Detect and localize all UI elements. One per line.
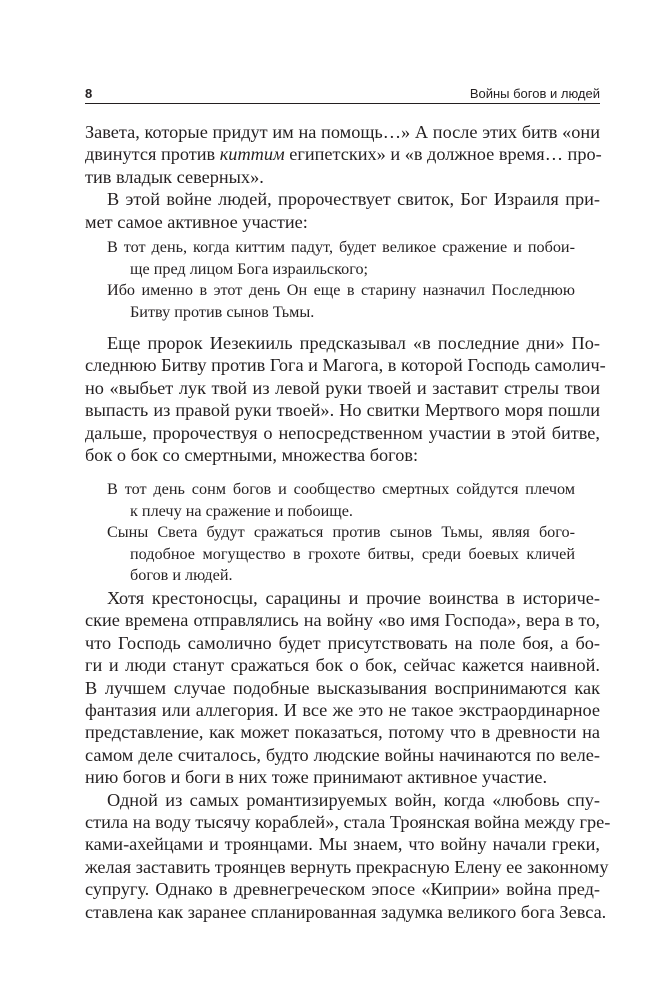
text-line: стила на воду тысячу кораблей», стала Троянская война между гре- [85, 812, 611, 833]
text-line: В тот день сонм богов и сообщество смертных сойдутся плечом [107, 480, 575, 498]
text-line: ками-ахейцами и троянцами. Мы знаем, что войну начали греки, [85, 834, 600, 855]
text-line: В лучшем случае подобные высказывания воспринимаются как [85, 677, 600, 698]
text-line: тив владык северных». [85, 166, 264, 187]
text-line: ще пред лицом Бога израильского; [130, 259, 369, 278]
paragraph-block [85, 332, 606, 466]
running-header [85, 86, 600, 103]
paragraph-block [85, 587, 611, 923]
text-line: выпасть из правой руки твоей». Но свитки Мертвого моря пошли [85, 400, 600, 421]
text-line: фантазия или аллегория. И все же это не такое экстраординарное [85, 700, 600, 721]
text-line: подобное могущество в грохоте битвы, среди боевых кличей [130, 544, 575, 563]
text-line: бок о бок со смертными, множества богов: [85, 445, 419, 466]
text-line: нию богов и боги в них тоже принимают активное участие. [85, 767, 548, 788]
text-line: Завета, которые придут им на помощь…» А после этих битв «они [85, 122, 600, 142]
text-line: Битву против сынов Тьмы. [130, 302, 315, 321]
quotation-block [107, 237, 575, 323]
text-line: ги и люди станут сражаться бок о бок, сейчас кажется наивной. [85, 655, 600, 676]
text-line: желая заставить троянцев вернуть прекрасную Елену ее законному [85, 856, 609, 877]
text-line: ские времена отправлялись на войну «во имя Господа», вера в то, [85, 610, 600, 631]
text-line: самом деле считалось, будто людские войны начинаются по веле- [85, 744, 600, 765]
text-line: Ибо именно в этот день Он еще в старину назначил Последнюю [107, 281, 575, 300]
text-line: В тот день, когда киттим падут, будет великое сражение и побои- [107, 238, 575, 256]
text-line: к плечу на сражение и побоище. [130, 501, 353, 520]
running-title: Войны богов и людей [469, 86, 600, 101]
quotation-block [107, 479, 575, 587]
text-line: но «выбьет лук твой из левой руки твоей и заставит стрелы твои [85, 377, 600, 398]
text-segment: египетских» и «в должное время… про- [284, 144, 602, 165]
text-line: следнюю Битву против Гога и Магога, в которой Господь самолич- [85, 355, 606, 376]
text-line: Хотя крестоносцы, сарацины и прочие воинства в историче- [107, 588, 600, 608]
page-number: 8 [85, 86, 93, 101]
italic-term: киттим [219, 144, 285, 165]
paragraph-block [85, 121, 600, 233]
text-line: Одной из самых романтизируемых войн, когда «любовь спу- [107, 789, 600, 810]
text-line: представление, как может показаться, потому что в древности на [85, 722, 600, 743]
text-line: дальше, пророчествуя о непосредственном участии в этой битве, [85, 422, 600, 443]
text-line [85, 143, 600, 165]
text-line: Еще пророк Иезекииль предсказывал «в последние дни» По- [107, 333, 600, 353]
text-segment: двинутся против [85, 144, 220, 165]
text-line: мет самое активное участие: [85, 211, 308, 232]
text-line: В этой войне людей, пророчествует свиток, Бог Израиля при- [107, 189, 600, 210]
text-line: богов и людей. [130, 566, 233, 585]
text-line: Сыны Света будут сражаться против сынов Тьмы, являя бого- [107, 523, 575, 542]
header-divider [85, 103, 600, 104]
text-line: супругу. Однако в древнегреческом эпосе «Киприи» война пред- [85, 879, 600, 900]
text-line: что Господь самолично будет присутствовать на поле боя, а бо- [85, 632, 600, 653]
text-line: ставлена как заранее спланированная задумка великого бога Зевса. [85, 901, 607, 922]
